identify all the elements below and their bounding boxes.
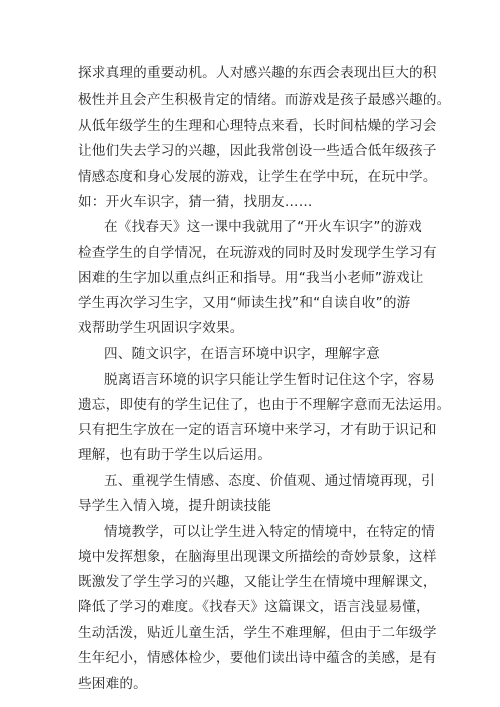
text-line: 理解，也有助于学生以后运用。: [78, 447, 272, 463]
section-heading: 五、重视学生情感、态度、价值观、通过情境再现，引: [104, 473, 436, 489]
text-line: 如：开火车识字，猜一猜，找朋友……: [78, 194, 313, 210]
text-line: 境中发挥想象，在脑海里出现课文所描绘的奇妙景象，这样: [78, 549, 437, 565]
text-line: 学生再次学习生字，又用“师读生找”和“自读自收”的游: [78, 295, 411, 311]
section-heading: 四、随文识字，在语言环境中识字，理解字意: [104, 346, 380, 362]
text-line: 既激发了学生学习的兴趣，又能让学生在情境中理解课文，: [78, 574, 437, 590]
text-line: 生年纪小，情感体检少，要他们读出诗中蕴含的美感，是有: [78, 650, 437, 666]
paragraph-first-line: 在《找春天》这一课中我就用了“开火车识字”的游戏: [104, 219, 422, 235]
text-line: 只有把生字放在一定的语言环境中来学习，才有助于识记和: [78, 422, 437, 438]
text-line: 探求真理的重要动机。人对感兴趣的东西会表现出巨大的积: [78, 65, 437, 81]
text-line: 些困难的。: [78, 676, 147, 692]
text-line: 生动活泼，贴近儿童生活，学生不难理解，但由于二年级学: [78, 625, 437, 641]
paragraph-first-line: 脱离语言环境的识字只能让学生暂时记住这个字，容易: [104, 372, 436, 388]
paragraph-first-line: 情境教学，可以让学生进入特定的情境中，在特定的情: [104, 524, 436, 540]
text-line: 遗忘，即使有的学生记住了，也由于不理解字意而无法运用。: [78, 397, 451, 413]
text-line: 极性并且会产生积极肯定的情绪。而游戏是孩子最感兴趣的。: [78, 92, 451, 108]
text-line: 检查学生的自学情况，在玩游戏的同时及时发现学生学习有: [78, 245, 437, 261]
text-line: 情感态度和身心发展的游戏，让学生在学中玩，在玩中学。: [78, 169, 437, 185]
text-line: 从低年级学生的生理和心理特点来看，长时间枯燥的学习会: [78, 118, 437, 134]
text-line: 戏帮助学生巩固识字效果。: [78, 320, 244, 336]
text-line: 困难的生字加以重点纠正和指导。用“我当小老师”游戏让: [78, 270, 424, 286]
section-heading-continuation: 导学生入情入境，提升朗读技能: [78, 498, 272, 514]
text-line: 让他们失去学习的兴趣，因此我常创设一些适合低年级孩子: [78, 143, 437, 159]
text-line: 降低了学习的难度。《找春天》这篇课文，语言浅显易懂，: [78, 599, 430, 615]
